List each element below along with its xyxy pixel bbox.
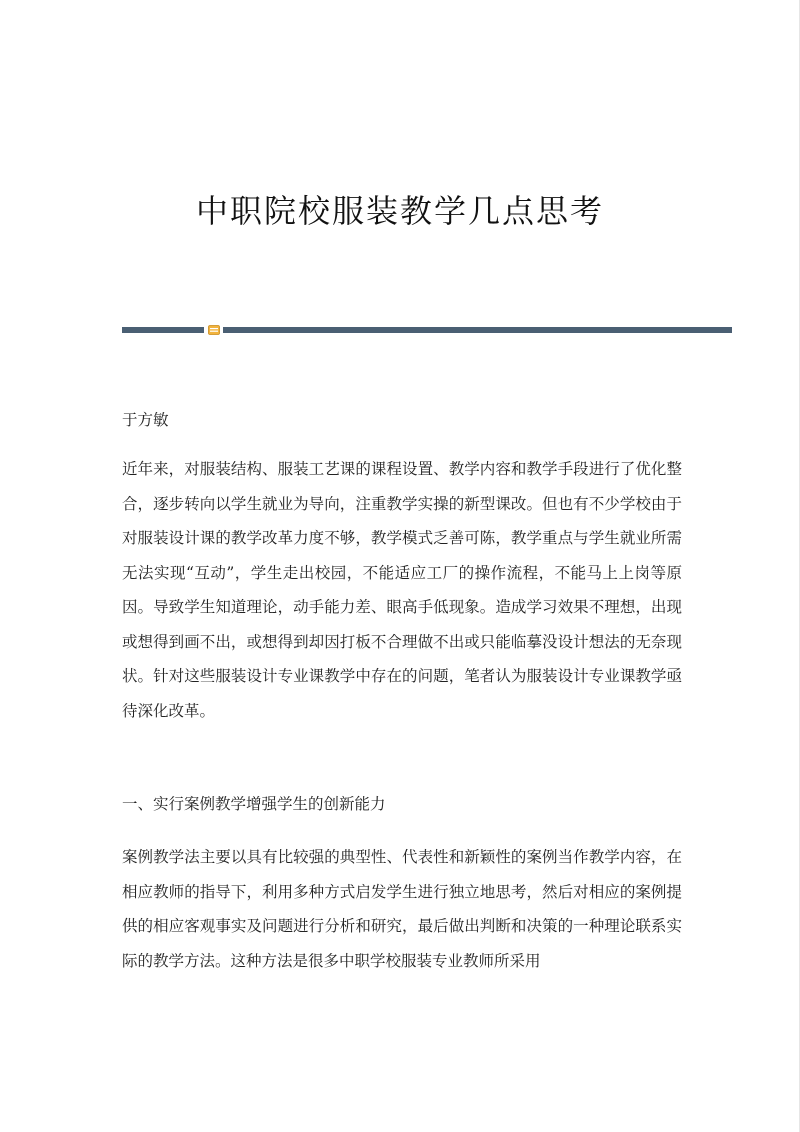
divider-bar-left: [122, 327, 204, 333]
document-mark-icon: [208, 325, 220, 335]
section-paragraph: 案例教学法主要以具有比较强的典型性、代表性和新颖性的案例当作教学内容，在相应教师的指导下，利用多种方式启发学生进行独立地思考，然后对相应的案例提供的相应客观事实及问题进行分析和研究，最后做出判断和决策的一种理论联系实际的教学方法。这种方法是很多中职学校服装专业教师所采用: [122, 848, 682, 970]
divider-bar-right: [223, 327, 732, 333]
document-title: 中职院校服装教学几点思考: [195, 192, 604, 230]
intro-paragraph: 近年来，对服装结构、服装工艺课的课程设置、教学内容和教学手段进行了优化整合，逐步转向以学生就业为导向，注重教学实操的新型课改。但也有不少学校由于对服装设计课的教学改革力度不够，教学模式乏善可陈，教学重点与学生就业所需无法实现“互动”，学生走出校园，不能适应工厂的操作流程，不能马上上岗等原因。导致学生知道理论，动手能力差、眼高手低现象。造成学习效果不理想，出现或想得到画不出，或想得到却因打板不合理做不出或只能临摹没设计想法的无奈现状。针对这些服装设计专业课教学中存在的问题，笔者认为服装设计专业课教学亟待深化改革。: [122, 460, 682, 720]
title-divider: [122, 323, 732, 337]
author-name: 于方敏: [122, 411, 169, 429]
section-heading: 一、实行案例教学增强学生的创新能力: [122, 795, 386, 813]
